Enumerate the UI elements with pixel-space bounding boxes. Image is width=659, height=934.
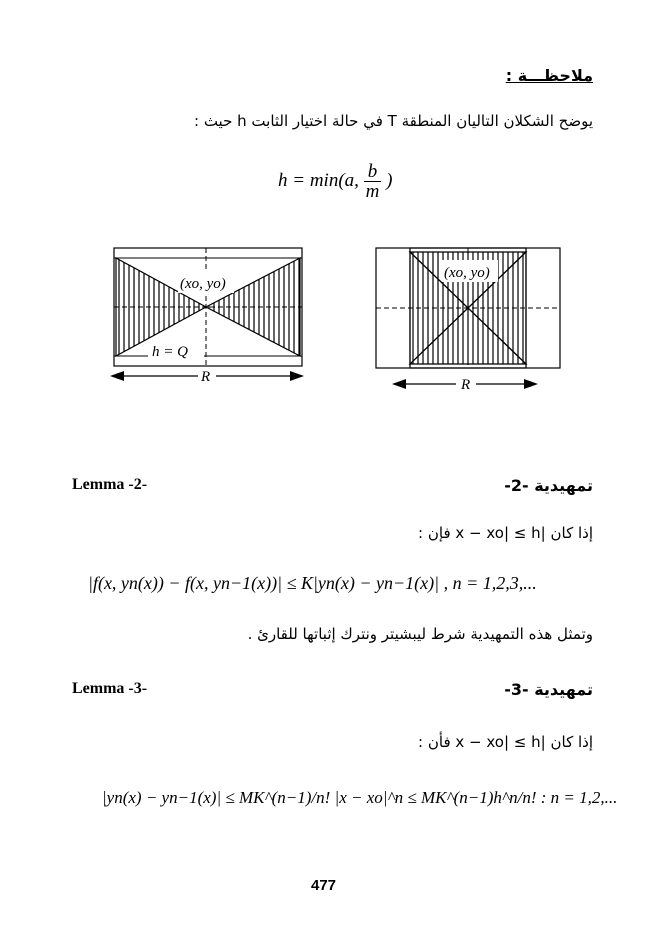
h-label-left: h = Q xyxy=(152,344,188,360)
formula-h-denominator: m xyxy=(365,181,380,202)
lemma2-title-en: Lemma -2- xyxy=(72,476,148,493)
arrow-head-right-a xyxy=(392,379,406,389)
lemma3-title-ar: تمهيدية -3- xyxy=(504,680,593,699)
formula-h-lhs: h = min(a, xyxy=(278,169,359,191)
point-label-left: (xo, yo) xyxy=(180,276,226,292)
lemma2-inequality: |f(x, yn(x)) − f(x, yn−1(x))| ≤ K|yn(x) − yn−1(x)| , n = 1,2,3,... xyxy=(88,573,537,593)
figure-left xyxy=(108,244,308,384)
formula-h-fraction xyxy=(364,162,382,201)
formula-h-rhs: ) xyxy=(386,169,393,191)
lemma3-title-en: Lemma -3- xyxy=(72,680,148,697)
page-number: 477 xyxy=(311,877,337,894)
lemma2-title-ar: تمهيدية -2- xyxy=(504,476,593,495)
arrow-head-left-a xyxy=(110,371,124,381)
formula-h-min xyxy=(278,162,392,201)
figure-right xyxy=(372,244,564,404)
note-intro: يوضح الشكلان التاليان المنطقة T في حالة اختيار الثابت h حيث : xyxy=(194,112,593,130)
lemma2-condition: إذا كان |x − xo| ≤ h فإن : xyxy=(418,524,593,542)
r-label-left: R xyxy=(201,369,211,384)
lemma2-remark: وتمثل هذه التمهيدية شرط ليبشيتر ونترك إثباتها للقارئ . xyxy=(247,625,593,643)
arrow-head-right-b xyxy=(524,379,538,389)
r-label-right: R xyxy=(461,377,471,393)
lemma3-inequality: |yn(x) − yn−1(x)| ≤ MK^(n−1)/n! |x − xo|^n ≤ MK^(n−1)h^n/n! : n = 1,2,... xyxy=(102,788,618,807)
formula-h-numerator: b xyxy=(364,162,382,182)
lemma3-condition: إذا كان |x − xo| ≤ h فأن : xyxy=(418,733,593,751)
point-label-right: (xo, yo) xyxy=(444,265,490,281)
arrow-head-left-b xyxy=(290,371,304,381)
note-title: ملاحظـــة : xyxy=(505,66,593,85)
